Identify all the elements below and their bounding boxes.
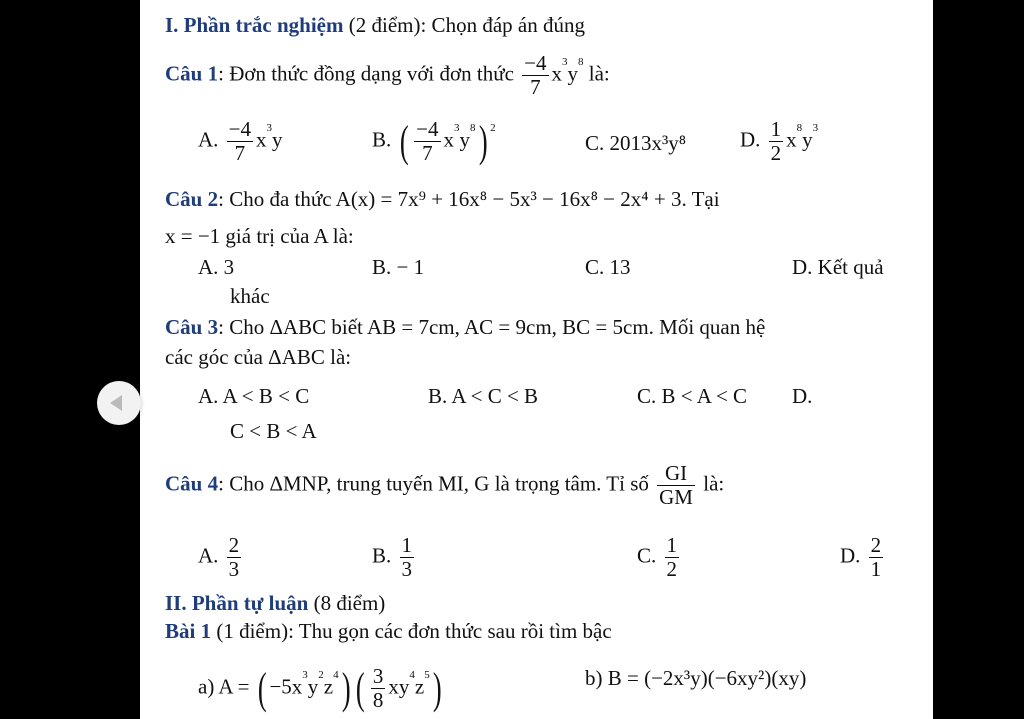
bai1-part-b: b) B = (−2x³y)(−6xy²)(xy) — [585, 666, 807, 690]
q4-option-b[interactable]: B. $\frac{1}{3}$ — [372, 533, 413, 581]
question-2-line2: x = −1 giá trị của A là: — [165, 224, 354, 248]
question-4: Câu 4: Cho ΔMNP, trung tuyến MI, G là trọng tâm. Tỉ số $\frac{GI}{GM}$ là: — [165, 461, 725, 509]
q3-option-b[interactable]: B. A < C < B — [428, 384, 539, 408]
q3-option-c[interactable]: C. B < A < C — [637, 384, 748, 408]
question-1: Câu 1: Đơn thức đồng dạng với đơn thức $\frac{-4}{7}$ $x^3y^8$ là: — [165, 51, 610, 99]
q1-option-b[interactable]: B. ( $\frac{-4}{7}$ $x^3y^8$) $^2$ — [372, 116, 496, 166]
q1-option-c[interactable]: C. 2013x³y⁸ — [585, 131, 687, 155]
q1-option-a[interactable]: A. $\frac{-4}{7}$ $x^3y$ — [198, 117, 283, 165]
q2-option-b[interactable]: B. − 1 — [372, 255, 425, 279]
previous-page-button[interactable] — [97, 381, 141, 425]
q2-option-d-cont: khác — [230, 284, 270, 308]
question-3: Câu 3: Cho ΔABC biết AB = 7cm, AC = 9cm, BC = 5cm. Mối quan hệ — [165, 315, 766, 339]
q3-option-d[interactable]: D. — [792, 384, 813, 408]
q3-option-a[interactable]: A. A < B < C — [198, 384, 310, 408]
q4-fraction: $\frac{GI}{GM}$ — [659, 461, 693, 509]
q2-option-c[interactable]: C. 13 — [585, 255, 631, 279]
bai1-part-a: a) A = ( $-5x^3y^2z^4$) ( $\frac{3}{8}$ $xy^4z^5$) — [198, 663, 442, 713]
question-2: Câu 2: Cho đa thức A(x) = 7x⁹ + 16x⁸ − 5x³ − 16x⁸ − 2x⁴ + 3. Tại — [165, 187, 720, 211]
question-3-line2: các góc của ΔABC là: — [165, 345, 352, 369]
section-1-heading: I. Phần trắc nghiệm (2 điểm): Chọn đáp án đúng — [165, 13, 585, 37]
bai-1: Bài 1 (1 điểm): Thu gọn các đơn thức sau rồi tìm bậc — [165, 619, 612, 643]
q2-option-d[interactable]: D. Kết quả — [792, 255, 884, 279]
q3-option-d-cont: C < B < A — [230, 419, 317, 443]
q4-option-d[interactable]: D. $\frac{2}{1}$ — [840, 533, 882, 581]
q4-option-c[interactable]: C. $\frac{1}{2}$ — [637, 533, 678, 581]
q1-option-d[interactable]: D. $\frac{1}{2}$ $x^8y^3$ — [740, 117, 819, 165]
q4-option-a[interactable]: A. $\frac{2}{3}$ — [198, 533, 240, 581]
q1-fraction: $\frac{-4}{7}$ — [524, 51, 547, 99]
document-page — [140, 0, 933, 719]
section-2-heading: II. Phần tự luận (8 điểm) — [165, 591, 386, 615]
q2-option-a[interactable]: A. 3 — [198, 255, 235, 279]
